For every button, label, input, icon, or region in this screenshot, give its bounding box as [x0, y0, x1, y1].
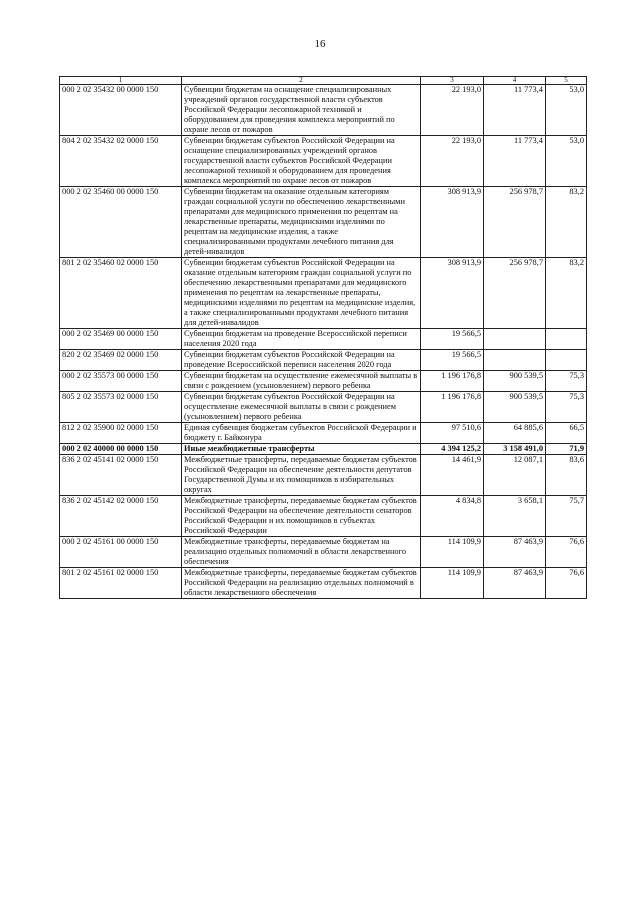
name-cell: Субвенции бюджетам на проведение Всероссийской переписи населения 2020 года: [182, 329, 421, 350]
plan-value-cell: 114 109,9: [421, 537, 484, 568]
table-row: [60, 423, 587, 444]
name-cell: Межбюджетные трансферты, передаваемые бюджетам на реализацию отдельных полномочий в области лекарственного обеспечения: [182, 537, 421, 568]
plan-value-cell: 1 196 176,8: [421, 392, 484, 423]
fact-value-cell: [484, 329, 546, 350]
name-cell: Субвенции бюджетам на осуществление ежемесячной выплаты в связи с рождением (усыновлением) первого ребенка: [182, 371, 421, 392]
percent-cell: 83,2: [546, 258, 587, 329]
table-row: [60, 187, 587, 258]
table-row: [60, 136, 587, 187]
name-cell: Субвенции бюджетам субъектов Российской Федерации на оснащение специализированных учреждений органов государственной власти субъектов Российской Федерации лесопожарной техникой и оборудованием для проведения комплекса мероприятий по охране лесов от пожаров: [182, 136, 421, 187]
percent-cell: 76,6: [546, 568, 587, 599]
name-cell: Иные межбюджетные трансферты: [182, 444, 421, 455]
percent-cell: 76,6: [546, 537, 587, 568]
code-cell: 801 2 02 45161 02 0000 150: [60, 568, 182, 599]
table-row: [60, 444, 587, 455]
table-row: [60, 537, 587, 568]
fact-value-cell: 256 978,7: [484, 258, 546, 329]
percent-cell: 75,7: [546, 496, 587, 537]
percent-cell: [546, 329, 587, 350]
plan-value-cell: 4 394 125,2: [421, 444, 484, 455]
percent-cell: [546, 350, 587, 371]
plan-value-cell: 22 193,0: [421, 85, 484, 136]
plan-value-cell: 14 461,9: [421, 455, 484, 496]
fact-value-cell: [484, 350, 546, 371]
code-cell: 000 2 02 35573 00 0000 150: [60, 371, 182, 392]
plan-value-cell: 19 566,5: [421, 329, 484, 350]
name-cell: Единая субвенция бюджетам субъектов Российской Федерации и бюджету г. Байконура: [182, 423, 421, 444]
percent-cell: 53,0: [546, 85, 587, 136]
code-cell: 812 2 02 35900 02 0000 150: [60, 423, 182, 444]
table-row: [60, 350, 587, 371]
name-cell: Субвенции бюджетам субъектов Российской Федерации на проведение Всероссийской переписи населения 2020 года: [182, 350, 421, 371]
table-row: [60, 371, 587, 392]
code-cell: 000 2 02 35432 00 0000 150: [60, 85, 182, 136]
code-cell: 000 2 02 35460 00 0000 150: [60, 187, 182, 258]
column-header-percent: 5: [546, 77, 587, 85]
code-cell: 836 2 02 45141 02 0000 150: [60, 455, 182, 496]
table-row: [60, 258, 587, 329]
table-row: [60, 85, 587, 136]
name-cell: Межбюджетные трансферты, передаваемые бюджетам субъектов Российской Федерации на обеспечение деятельности депутатов Государственной Думы и их помощников в избирательных округах: [182, 455, 421, 496]
table-row: [60, 496, 587, 537]
plan-value-cell: 4 834,8: [421, 496, 484, 537]
column-header-plan: 3: [421, 77, 484, 85]
name-cell: Межбюджетные трансферты, передаваемые бюджетам субъектов Российской Федерации на обеспечение деятельности сенаторов Российской Федерации и их помощников в субъектах Российской Федерации: [182, 496, 421, 537]
percent-cell: 53,0: [546, 136, 587, 187]
plan-value-cell: 114 109,9: [421, 568, 484, 599]
budget-table: [59, 76, 587, 599]
name-cell: Субвенции бюджетам субъектов Российской Федерации на оказание отдельным категориям граждан социальной услуги по обеспечению лекарственными препаратами для медицинского применения по рецептам на лекарственные препараты, медицинскими изделиями по рецептам на медицинские изделия, а также специализированными продуктами лечебного питания для детей-инвалидов: [182, 258, 421, 329]
percent-cell: 71,9: [546, 444, 587, 455]
percent-cell: 83,2: [546, 187, 587, 258]
percent-cell: 75,3: [546, 371, 587, 392]
code-cell: 000 2 02 35469 00 0000 150: [60, 329, 182, 350]
name-cell: Субвенции бюджетам на оказание отдельным категориям граждан социальной услуги по обеспечению лекарственными препаратами для медицинского применения по рецептам на лекарственные препараты, медицинскими изделиями по рецептам на медицинские изделия, а также специализированными продуктами лечебного питания для детей-инвалидов: [182, 187, 421, 258]
fact-value-cell: 64 885,6: [484, 423, 546, 444]
code-cell: 801 2 02 35460 02 0000 150: [60, 258, 182, 329]
plan-value-cell: 1 196 176,8: [421, 371, 484, 392]
plan-value-cell: 22 193,0: [421, 136, 484, 187]
plan-value-cell: 97 510,6: [421, 423, 484, 444]
fact-value-cell: 3 658,1: [484, 496, 546, 537]
table-row: [60, 329, 587, 350]
code-cell: 836 2 02 45142 02 0000 150: [60, 496, 182, 537]
fact-value-cell: 87 463,9: [484, 537, 546, 568]
fact-value-cell: 11 773,4: [484, 85, 546, 136]
fact-value-cell: 87 463,9: [484, 568, 546, 599]
code-cell: 820 2 02 35469 02 0000 150: [60, 350, 182, 371]
table-row: [60, 568, 587, 599]
table-row: [60, 392, 587, 423]
plan-value-cell: 19 566,5: [421, 350, 484, 371]
column-header-name: 2: [182, 77, 421, 85]
name-cell: Субвенции бюджетам на оснащение специализированных учреждений органов государственной власти субъектов Российской Федерации лесопожарной техникой и оборудованием для проведения комплекса мероприятий по охране лесов от пожаров: [182, 85, 421, 136]
fact-value-cell: 3 158 491,0: [484, 444, 546, 455]
column-header-code: 1: [60, 77, 182, 85]
budget-table-body: [60, 77, 587, 599]
percent-cell: 66,5: [546, 423, 587, 444]
code-cell: 805 2 02 35573 02 0000 150: [60, 392, 182, 423]
plan-value-cell: 308 913,9: [421, 187, 484, 258]
fact-value-cell: 900 539,5: [484, 392, 546, 423]
fact-value-cell: 256 978,7: [484, 187, 546, 258]
column-header-fact: 4: [484, 77, 546, 85]
fact-value-cell: 900 539,5: [484, 371, 546, 392]
table-row: [60, 455, 587, 496]
name-cell: Субвенции бюджетам субъектов Российской Федерации на осуществление ежемесячной выплаты в связи с рождением (усыновлением) первого ребенка: [182, 392, 421, 423]
code-cell: 000 2 02 40000 00 0000 150: [60, 444, 182, 455]
percent-cell: 83,6: [546, 455, 587, 496]
code-cell: 804 2 02 35432 02 0000 150: [60, 136, 182, 187]
table-header-row: [60, 77, 587, 85]
fact-value-cell: 11 773,4: [484, 136, 546, 187]
percent-cell: 75,3: [546, 392, 587, 423]
code-cell: 000 2 02 45161 00 0000 150: [60, 537, 182, 568]
fact-value-cell: 12 087,1: [484, 455, 546, 496]
name-cell: Межбюджетные трансферты, передаваемые бюджетам субъектов Российской Федерации на реализацию отдельных полномочий в области лекарственного обеспечения: [182, 568, 421, 599]
page-number: 16: [314, 38, 326, 50]
plan-value-cell: 308 913,9: [421, 258, 484, 329]
